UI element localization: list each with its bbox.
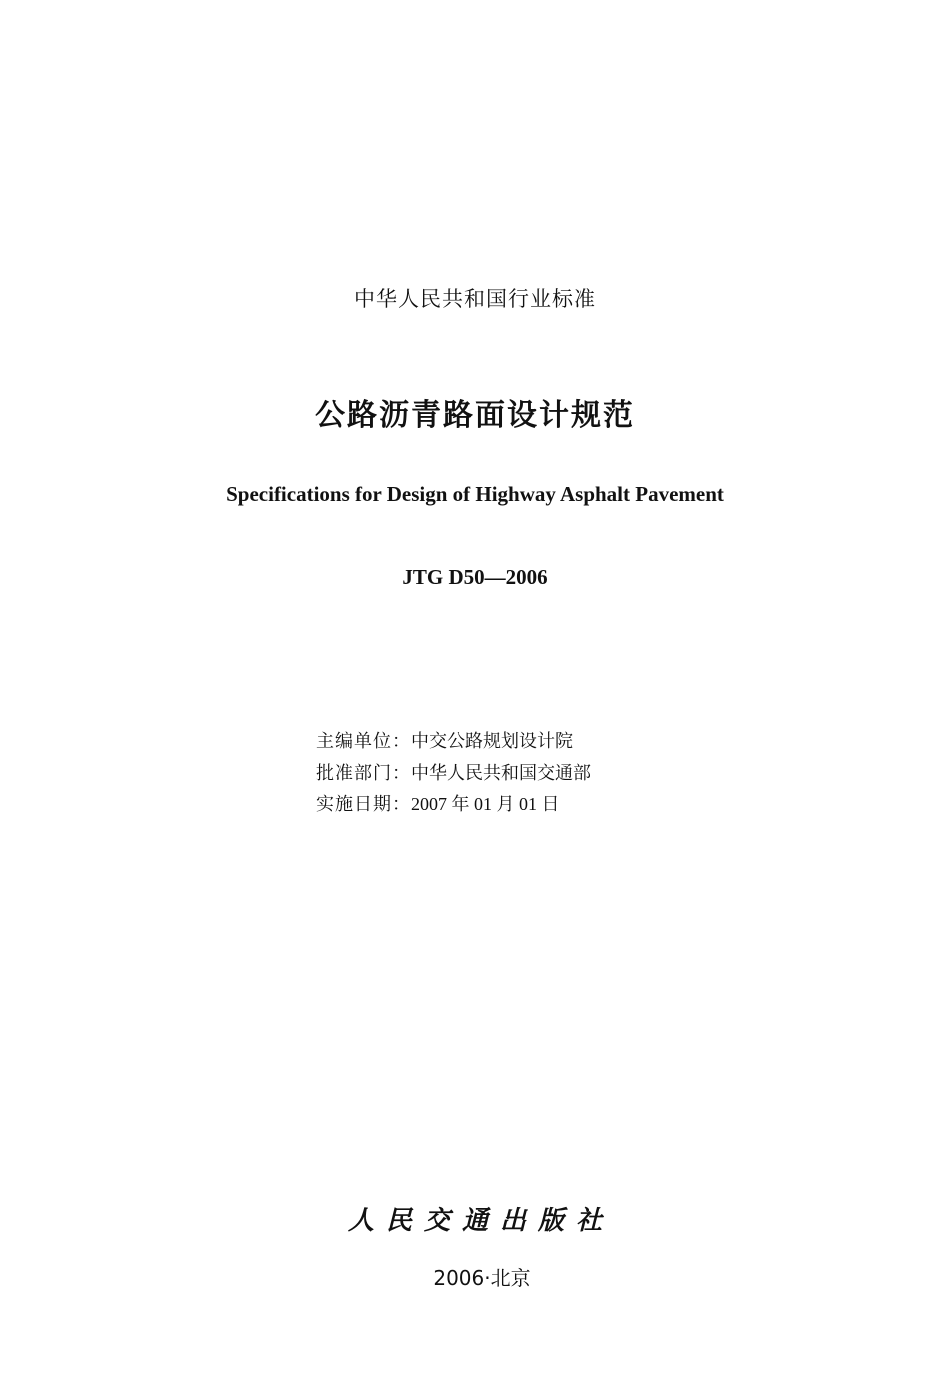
document-title-english: Specifications for Design of Highway Asphalt Pavement: [226, 482, 724, 506]
standard-category: 中华人民共和国行业标准: [354, 287, 596, 311]
approver-label: 批准部门：: [316, 763, 411, 783]
meta-approver-row: [316, 759, 591, 785]
document-title-chinese: 公路沥青路面设计规范: [315, 398, 635, 433]
publisher-name: 人民交通出版社: [347, 1206, 614, 1235]
publication-year-place: 2006·北京: [433, 1266, 531, 1290]
meta-date-row: [316, 790, 560, 816]
approver-value: 中华人民共和国交通部: [411, 763, 591, 783]
standard-code: JTG D50—2006: [402, 565, 548, 589]
date-label: 实施日期：: [316, 794, 411, 814]
date-value: 2007 年 01 月 01 日: [411, 794, 560, 814]
editor-label: 主编单位：: [316, 731, 411, 751]
meta-editor-row: [316, 727, 573, 753]
editor-value: 中交公路规划设计院: [411, 731, 573, 751]
